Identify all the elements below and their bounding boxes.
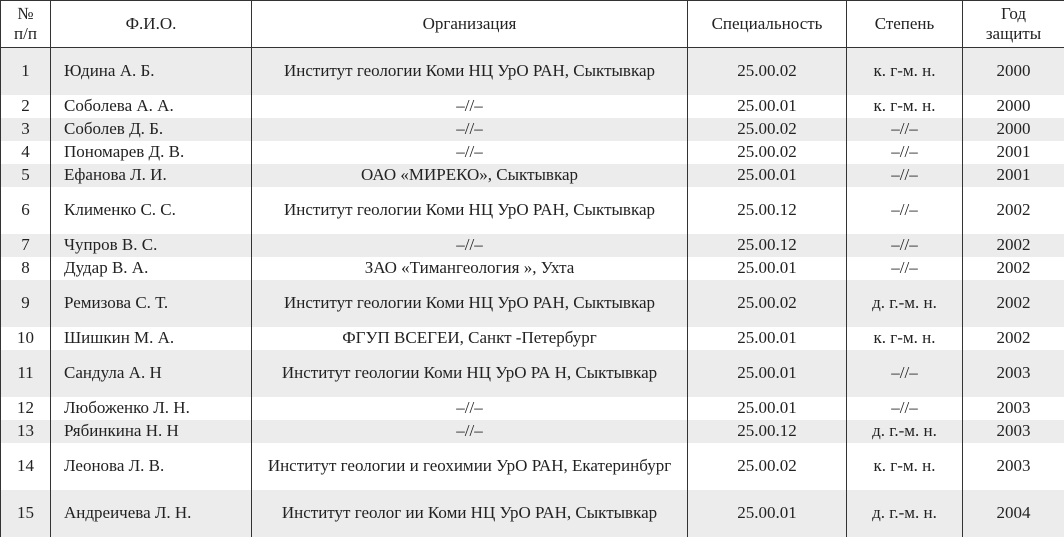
cell-name: Пономарев Д. В. bbox=[51, 141, 252, 164]
cell-name: Рябинкина Н. Н bbox=[51, 420, 252, 443]
cell-degree: –//– bbox=[847, 397, 963, 420]
cell-degree: –//– bbox=[847, 118, 963, 141]
cell-spec: 25.00.02 bbox=[688, 443, 847, 490]
table-row bbox=[1, 234, 1064, 257]
cell-spec: 25.00.01 bbox=[688, 95, 847, 118]
cell-name: Юдина А. Б. bbox=[51, 48, 252, 95]
table-row bbox=[1, 257, 1064, 280]
cell-num: 7 bbox=[1, 234, 51, 257]
cell-degree: –//– bbox=[847, 350, 963, 397]
cell-num: 14 bbox=[1, 443, 51, 490]
header-spec: Специальность bbox=[688, 1, 847, 48]
table-row bbox=[1, 280, 1064, 327]
header-year-line2: защиты bbox=[985, 24, 1042, 43]
cell-degree: –//– bbox=[847, 257, 963, 280]
cell-num: 15 bbox=[1, 490, 51, 537]
table-row bbox=[1, 95, 1064, 118]
cell-degree: к. г-м. н. bbox=[847, 443, 963, 490]
header-num bbox=[1, 1, 51, 48]
table-row bbox=[1, 397, 1064, 420]
cell-num: 10 bbox=[1, 327, 51, 350]
cell-num: 1 bbox=[1, 48, 51, 95]
cell-degree: –//– bbox=[847, 141, 963, 164]
cell-spec: 25.00.01 bbox=[688, 164, 847, 187]
cell-org: Институт геологии Коми НЦ УрО РАН, Сыктывкар bbox=[252, 48, 688, 95]
cell-name: Клименко С. С. bbox=[51, 187, 252, 234]
table-row bbox=[1, 327, 1064, 350]
cell-degree: –//– bbox=[847, 164, 963, 187]
cell-name: Шишкин М. А. bbox=[51, 327, 252, 350]
header-fio: Ф.И.О. bbox=[51, 1, 252, 48]
cell-name: Леонова Л. В. bbox=[51, 443, 252, 490]
header-degree: Степень bbox=[847, 1, 963, 48]
cell-name: Соболева А. А. bbox=[51, 95, 252, 118]
header-org: Организация bbox=[252, 1, 688, 48]
cell-org: –//– bbox=[252, 141, 688, 164]
cell-org: –//– bbox=[252, 234, 688, 257]
cell-spec: 25.00.02 bbox=[688, 280, 847, 327]
table-row bbox=[1, 420, 1064, 443]
cell-org: Институт геологии Коми НЦ УрО РАН, Сыктывкар bbox=[252, 187, 688, 234]
cell-year: 2002 bbox=[963, 280, 1064, 327]
cell-org: Институт геологии Коми НЦ УрО РАН, Сыктывкар bbox=[252, 280, 688, 327]
cell-org: –//– bbox=[252, 420, 688, 443]
cell-spec: 25.00.12 bbox=[688, 187, 847, 234]
cell-degree: д. г.-м. н. bbox=[847, 490, 963, 537]
header-year-line1: Год bbox=[1001, 4, 1026, 23]
cell-degree: д. г.-м. н. bbox=[847, 420, 963, 443]
cell-year: 2002 bbox=[963, 327, 1064, 350]
cell-year: 2000 bbox=[963, 95, 1064, 118]
cell-name: Соболев Д. Б. bbox=[51, 118, 252, 141]
cell-year: 2000 bbox=[963, 48, 1064, 95]
cell-spec: 25.00.12 bbox=[688, 420, 847, 443]
cell-year: 2002 bbox=[963, 234, 1064, 257]
cell-name: Сандула А. Н bbox=[51, 350, 252, 397]
cell-year: 2003 bbox=[963, 397, 1064, 420]
cell-year: 2002 bbox=[963, 187, 1064, 234]
table-row bbox=[1, 141, 1064, 164]
cell-spec: 25.00.02 bbox=[688, 118, 847, 141]
cell-spec: 25.00.01 bbox=[688, 490, 847, 537]
cell-degree: –//– bbox=[847, 187, 963, 234]
table-row bbox=[1, 48, 1064, 95]
header-num-line2: п/п bbox=[14, 24, 37, 43]
cell-year: 2001 bbox=[963, 164, 1064, 187]
cell-num: 13 bbox=[1, 420, 51, 443]
cell-org: Институт геологии и геохимии УрО РАН, Екатеринбург bbox=[252, 443, 688, 490]
cell-org: Институт геолог ии Коми НЦ УрО РАН, Сыктывкар bbox=[252, 490, 688, 537]
cell-org: –//– bbox=[252, 397, 688, 420]
cell-spec: 25.00.02 bbox=[688, 48, 847, 95]
cell-year: 2003 bbox=[963, 420, 1064, 443]
table-row bbox=[1, 443, 1064, 490]
cell-spec: 25.00.01 bbox=[688, 327, 847, 350]
cell-num: 12 bbox=[1, 397, 51, 420]
cell-spec: 25.00.01 bbox=[688, 350, 847, 397]
cell-num: 8 bbox=[1, 257, 51, 280]
cell-name: Чупров В. С. bbox=[51, 234, 252, 257]
cell-num: 2 bbox=[1, 95, 51, 118]
cell-org: –//– bbox=[252, 118, 688, 141]
cell-degree: –//– bbox=[847, 234, 963, 257]
header-year bbox=[963, 1, 1064, 48]
cell-year: 2003 bbox=[963, 350, 1064, 397]
cell-org: ОАО «МИРЕКО», Сыктывкар bbox=[252, 164, 688, 187]
cell-year: 2003 bbox=[963, 443, 1064, 490]
cell-num: 9 bbox=[1, 280, 51, 327]
cell-num: 6 bbox=[1, 187, 51, 234]
table-row bbox=[1, 350, 1064, 397]
cell-name: Андреичева Л. Н. bbox=[51, 490, 252, 537]
cell-degree: к. г-м. н. bbox=[847, 95, 963, 118]
cell-num: 4 bbox=[1, 141, 51, 164]
cell-num: 11 bbox=[1, 350, 51, 397]
cell-spec: 25.00.12 bbox=[688, 234, 847, 257]
table-row bbox=[1, 490, 1064, 537]
cell-org: ЗАО «Тимангеология », Ухта bbox=[252, 257, 688, 280]
cell-org: Институт геологии Коми НЦ УрО РА Н, Сыктывкар bbox=[252, 350, 688, 397]
cell-org: ФГУП ВСЕГЕИ, Санкт -Петербург bbox=[252, 327, 688, 350]
cell-spec: 25.00.01 bbox=[688, 397, 847, 420]
table-row bbox=[1, 187, 1064, 234]
table-row bbox=[1, 118, 1064, 141]
cell-year: 2004 bbox=[963, 490, 1064, 537]
cell-spec: 25.00.02 bbox=[688, 141, 847, 164]
cell-degree: д. г.-м. н. bbox=[847, 280, 963, 327]
cell-degree: к. г-м. н. bbox=[847, 48, 963, 95]
header-row bbox=[1, 1, 1064, 48]
header-num-line1: № bbox=[17, 4, 34, 23]
table-row bbox=[1, 164, 1064, 187]
cell-name: Любоженко Л. Н. bbox=[51, 397, 252, 420]
cell-num: 3 bbox=[1, 118, 51, 141]
cell-org: –//– bbox=[252, 95, 688, 118]
cell-num: 5 bbox=[1, 164, 51, 187]
cell-name: Ефанова Л. И. bbox=[51, 164, 252, 187]
cell-year: 2002 bbox=[963, 257, 1064, 280]
cell-year: 2001 bbox=[963, 141, 1064, 164]
cell-year: 2000 bbox=[963, 118, 1064, 141]
cell-spec: 25.00.01 bbox=[688, 257, 847, 280]
cell-name: Дудар В. А. bbox=[51, 257, 252, 280]
cell-degree: к. г-м. н. bbox=[847, 327, 963, 350]
cell-name: Ремизова С. Т. bbox=[51, 280, 252, 327]
